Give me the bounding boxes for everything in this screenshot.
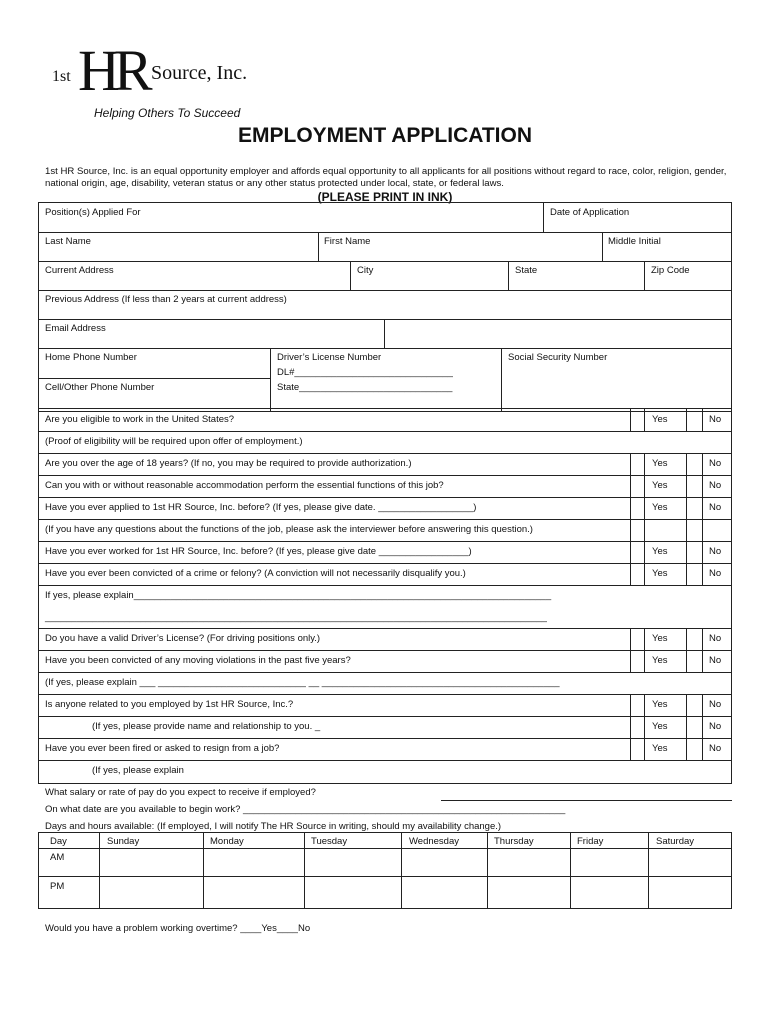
q-applied-before-yes[interactable]: Yes — [652, 502, 668, 513]
personal-info-table — [38, 202, 732, 412]
schedule-table — [38, 832, 732, 909]
q-convicted: Have you ever been convicted of a crime or felony? (A conviction will not necessarily disqualify you.) — [45, 568, 466, 579]
middle-initial-field[interactable]: Middle Initial — [608, 236, 661, 247]
available-date-question[interactable]: On what date are you available to begin work? _____________________________________________________________ — [45, 804, 566, 815]
state-field[interactable]: State — [515, 265, 538, 276]
first-name-field[interactable]: First Name — [324, 236, 371, 247]
page-title: EMPLOYMENT APPLICATION — [238, 124, 532, 147]
salary-question: What salary or rate of pay do you expect to receive if employed? — [45, 787, 316, 798]
schedule-friday: Friday — [577, 836, 604, 847]
q-convicted-yes[interactable]: Yes — [652, 568, 668, 579]
logo-name: Source, Inc. — [151, 62, 248, 84]
q-violations-no[interactable]: No — [709, 655, 722, 666]
q-related-yes[interactable]: Yes — [652, 699, 668, 710]
schedule-thursday: Thursday — [494, 836, 534, 847]
schedule-day-header: Day — [50, 836, 67, 847]
dl-state-line: State_____________________________ — [277, 382, 453, 393]
q-accommodation-yes[interactable]: Yes — [652, 480, 668, 491]
q-eligible-no[interactable]: No — [709, 414, 722, 425]
q-eligible-yes[interactable]: Yes — [652, 414, 668, 425]
q-worked-before: Have you ever worked for 1st HR Source, Inc. before? (If yes, please give date _________________) — [45, 546, 472, 557]
logo-mark: HR — [78, 38, 147, 103]
q-accommodation: Can you with or without reasonable accommodation perform the essential functions of this job? — [45, 480, 444, 491]
schedule-am: AM — [50, 852, 65, 863]
q-related-explain-yes[interactable]: Yes — [652, 721, 668, 732]
schedule-pm: PM — [50, 881, 65, 892]
q-fired-explain[interactable]: (If yes, please explain — [92, 765, 184, 776]
position-field[interactable]: Position(s) Applied For — [45, 207, 141, 218]
email-field[interactable]: Email Address — [45, 323, 106, 334]
drivers-license-field[interactable]: Driver’s License Number — [277, 352, 382, 363]
cell-phone-field[interactable]: Cell/Other Phone Number — [45, 382, 155, 393]
q-related-explain-no[interactable]: No — [709, 721, 722, 732]
q-eligible-note: (Proof of eligibility will be required upon offer of employment.) — [45, 436, 303, 447]
q-fired-no[interactable]: No — [709, 743, 722, 754]
q-accommodation-no[interactable]: No — [709, 480, 722, 491]
q-worked-before-yes[interactable]: Yes — [652, 546, 668, 557]
q-functions-note: (If you have any questions about the functions of the job, please ask the interviewer before answering this question.) — [45, 524, 533, 535]
q-fired-yes[interactable]: Yes — [652, 743, 668, 754]
q-drivers-license: Do you have a valid Driver’s License? (For driving positions only.) — [45, 633, 321, 644]
schedule-saturday: Saturday — [656, 836, 695, 847]
logo-tagline: Helping Others To Succeed — [94, 106, 241, 120]
schedule-monday: Monday — [210, 836, 244, 847]
intro-text: 1st HR Source, Inc. is an equal opportunity employer and affords equal opportunity to all applicants for all positions without regard to race, color, religion, gender, national origin, age, disability, veteran status or any other status protected under local, state, or federal laws. — [45, 166, 727, 189]
q-violations-yes[interactable]: Yes — [652, 655, 668, 666]
q-convicted-explain[interactable]: If yes, please explain_______________________________________________________________________________ — [45, 590, 552, 601]
current-address-field[interactable]: Current Address — [45, 265, 114, 276]
q-related-explain[interactable]: (If yes, please provide name and relationship to you. _ — [92, 721, 321, 732]
date-of-application-field[interactable]: Date of Application — [550, 207, 630, 218]
days-hours-label: Days and hours available: (If employed, I will notify The HR Source in writing, should my availability change.) — [45, 821, 502, 832]
q-over-18-no[interactable]: No — [709, 458, 722, 469]
q-applied-before: Have you ever applied to 1st HR Source, Inc. before? (If yes, please give date. __________________) — [45, 502, 477, 513]
zip-field[interactable]: Zip Code — [651, 265, 690, 276]
salary-line[interactable] — [441, 800, 732, 801]
q-related: Is anyone related to you employed by 1st HR Source, Inc.? — [45, 699, 294, 710]
print-notice: (PLEASE PRINT IN INK) — [317, 190, 453, 204]
q-convicted-no[interactable]: No — [709, 568, 722, 579]
q-applied-before-no[interactable]: No — [709, 502, 722, 513]
ssn-field[interactable]: Social Security Number — [508, 352, 608, 363]
q-eligible: Are you eligible to work in the United States? — [45, 414, 235, 425]
city-field[interactable]: City — [357, 265, 374, 276]
overtime-question[interactable]: Would you have a problem working overtime? ____Yes____No — [45, 923, 311, 934]
q-worked-before-no[interactable]: No — [709, 546, 722, 557]
last-name-field[interactable]: Last Name — [45, 236, 91, 247]
dl-number-line: DL#______________________________ — [277, 367, 453, 378]
q-drivers-license-yes[interactable]: Yes — [652, 633, 668, 644]
logo-prefix: 1st — [52, 68, 71, 85]
schedule-wednesday: Wednesday — [409, 836, 459, 847]
previous-address-field[interactable]: Previous Address (If less than 2 years at current address) — [45, 294, 287, 305]
q-fired: Have you ever been fired or asked to resign from a job? — [45, 743, 280, 754]
q-over-18-yes[interactable]: Yes — [652, 458, 668, 469]
q-over-18: Are you over the age of 18 years? (If no, you may be required to provide authorization.) — [45, 458, 412, 469]
q-related-no[interactable]: No — [709, 699, 722, 710]
q-convicted-explain-line[interactable]: _______________________________________________________________________________________________ — [45, 612, 547, 623]
q-violations-explain[interactable]: (If yes, please explain ___ ____________________________ __ _____________________________________________ — [45, 677, 560, 688]
home-phone-field[interactable]: Home Phone Number — [45, 352, 137, 363]
q-violations: Have you been convicted of any moving violations in the past five years? — [45, 655, 351, 666]
schedule-sunday: Sunday — [107, 836, 140, 847]
q-drivers-license-no[interactable]: No — [709, 633, 722, 644]
schedule-tuesday: Tuesday — [311, 836, 348, 847]
